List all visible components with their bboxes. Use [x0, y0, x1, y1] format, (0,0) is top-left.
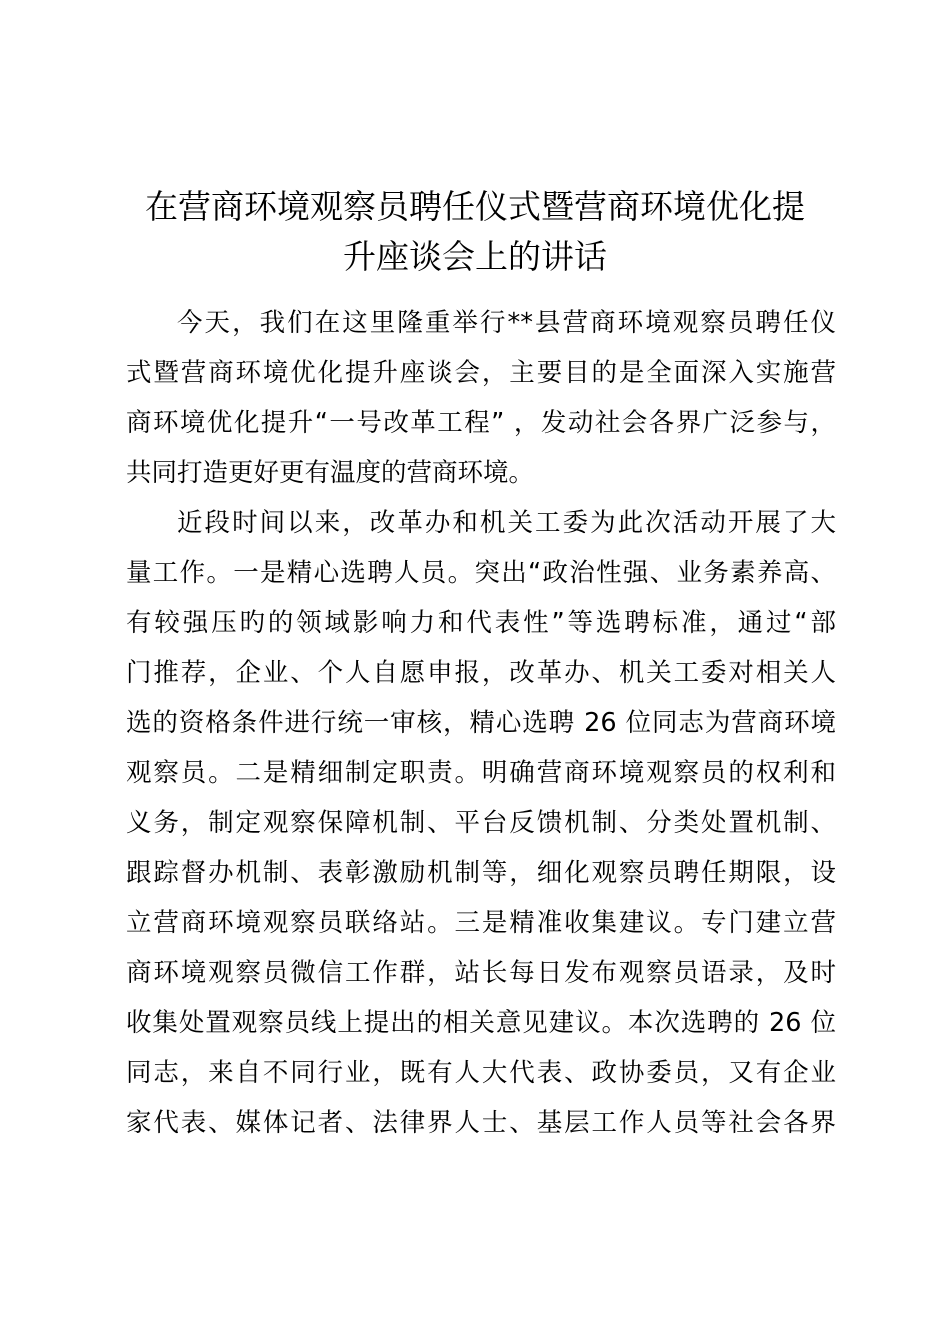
paragraph-line: 收集处置观察员线上提出的相关意见建议。本次选聘的 26 位: [126, 1008, 836, 1038]
paragraph-line: 有较强压旳的领域影响力和代表性”等选聘标准，通过“部: [126, 608, 836, 638]
paragraph-line: 同志，来自不同行业，既有人大代表、政协委员，又有企业: [126, 1058, 836, 1088]
document-title-line-2: 升座谈会上的讲话: [343, 237, 607, 276]
paragraph-line: 共同打造更好更有温度的营商环境。: [126, 458, 535, 488]
paragraph-line: 观察员。二是精细制定职责。明确营商环境观察员的权利和: [126, 758, 836, 788]
paragraph-line: 跟踪督办机制、表彰激励机制等，细化观察员聘任期限，设: [126, 858, 836, 888]
paragraph-line: 选的资格条件进行统一审核，精心选聘 26 位同志为营商环境: [126, 708, 836, 738]
paragraph-line: 式暨营商环境优化提升座谈会，主要目的是全面深入实施营: [126, 358, 836, 388]
paragraph-2: [126, 498, 836, 1148]
paragraph-line: 商环境优化提升“一号改革工程” ，发动社会各界广泛参与，: [126, 408, 836, 438]
paragraph-line: 今天，我们在这里隆重举行**县营商环境观察员聘任仪: [177, 308, 836, 338]
paragraph-line: 商环境观察员微信工作群，站长每日发布观察员语录，及时: [126, 958, 836, 988]
paragraph-line: 立营商环境观察员联络站。三是精准收集建议。专门建立营: [126, 908, 836, 938]
paragraph-line: 量工作。一是精心选聘人员。突出“政治性强、业务素养高、: [126, 558, 836, 588]
document-title-line-1: 在营商环境观察员聘任仪式暨营商环境优化提: [145, 187, 805, 226]
paragraph-1: [126, 298, 836, 498]
paragraph-line: 门推荐，企业、个人自愿申报，改革办、机关工委对相关人: [126, 658, 836, 688]
paragraph-line: 家代表、媒体记者、法律界人士、基层工作人员等社会各界: [126, 1108, 836, 1138]
paragraph-line: 义务，制定观察保障机制、平台反馈机制、分类处置机制、: [126, 808, 836, 838]
paragraph-line: 近段时间以来，改革办和机关工委为此次活动开展了大: [177, 508, 836, 538]
